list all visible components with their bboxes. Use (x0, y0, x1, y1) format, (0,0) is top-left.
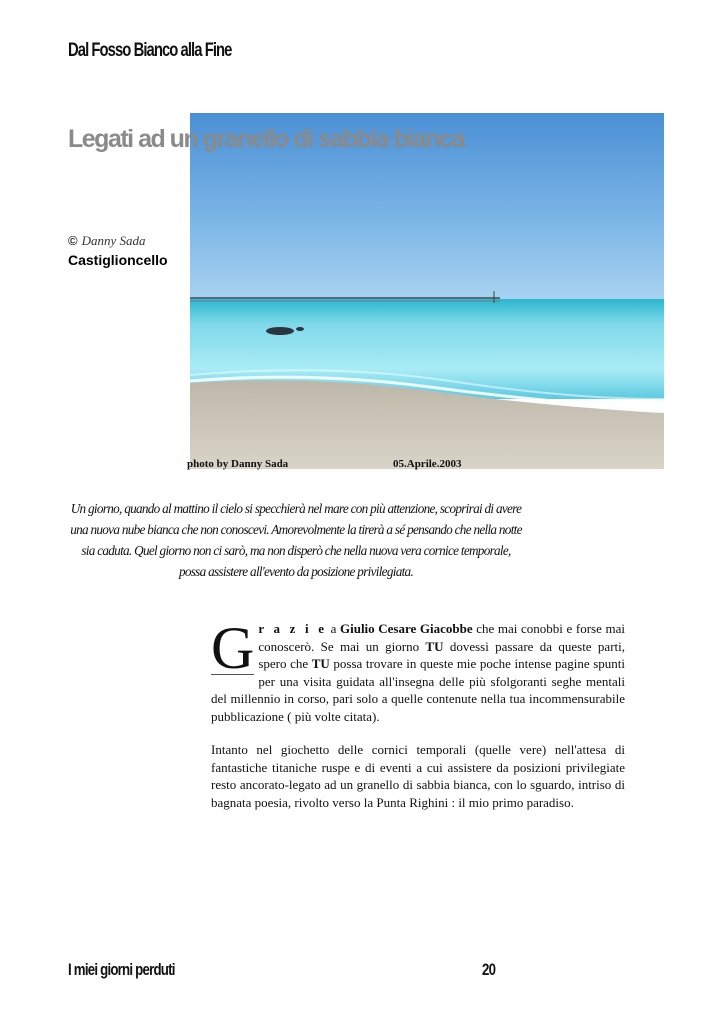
page-number: 20 (482, 960, 496, 979)
tu-bold: TU (311, 656, 330, 671)
text-run: dovessi passare da queste parti, spero che (258, 638, 625, 671)
beach-photo-illustration (190, 113, 664, 469)
body-text (211, 615, 626, 824)
intro-paragraph: Un giorno, quando al mattino il cielo si specchierà nel mare con più attenzione, scoprirai di avere una nuova nube bianca che non conoscevi. Amorevolmente la tirerà a sé pensando che nella notte sia caduta. Quel giorno non ci sarò, ma non disperò che nella nuova vera cornice temporale, possa assistere all'evento da posizione privilegiata. (70, 501, 522, 579)
beach-photo (190, 113, 664, 469)
running-header: Dal Fosso Bianco alla Fine (68, 40, 232, 61)
paragraph-1 (211, 615, 626, 725)
drop-cap: G (211, 615, 255, 681)
tu-bold: TU (425, 638, 444, 654)
article-title: Legati ad un granello di sabbia bianca (68, 125, 464, 153)
running-footer: I miei giorni perduti (68, 960, 175, 979)
location-label: Castiglioncello (68, 252, 168, 268)
name-bold: Giulio Cesare Giacobbe (339, 621, 473, 636)
photo-credit: photo by Danny Sada (187, 458, 289, 470)
grazie-word: r a z i e (258, 621, 327, 636)
photo-date: 05.Aprile.2003 (393, 458, 462, 470)
copyright-symbol: © (68, 233, 78, 248)
paragraph-2: Intanto nel giochetto delle cornici temporali (quelle vere) nell'attesa di fantastiche titaniche ruspe e di eventi a cui assistere da posizioni privilegiate resto ancorato-legato ad un granello di sabbia bianca, con lo sguardo, intriso di bagnata poesia, rivolto verso la Punta Righini : il mio primo paradiso. (211, 742, 625, 810)
byline (68, 233, 146, 249)
author-signature: Danny Sada (81, 233, 146, 248)
text-run: possa trovare in queste mie poche intense pagine spunti per una visita guidata all'insegna delle più sfolgoranti seghe mentali del millennio in corso, pari solo a quelle contenute nella tua incommensurabile pubblicazione ( più volte citata). (211, 656, 626, 724)
text-run: a (326, 621, 340, 636)
text-run: che mai conobbi e forse mai conoscerò. Se mai un giorno (258, 621, 625, 654)
